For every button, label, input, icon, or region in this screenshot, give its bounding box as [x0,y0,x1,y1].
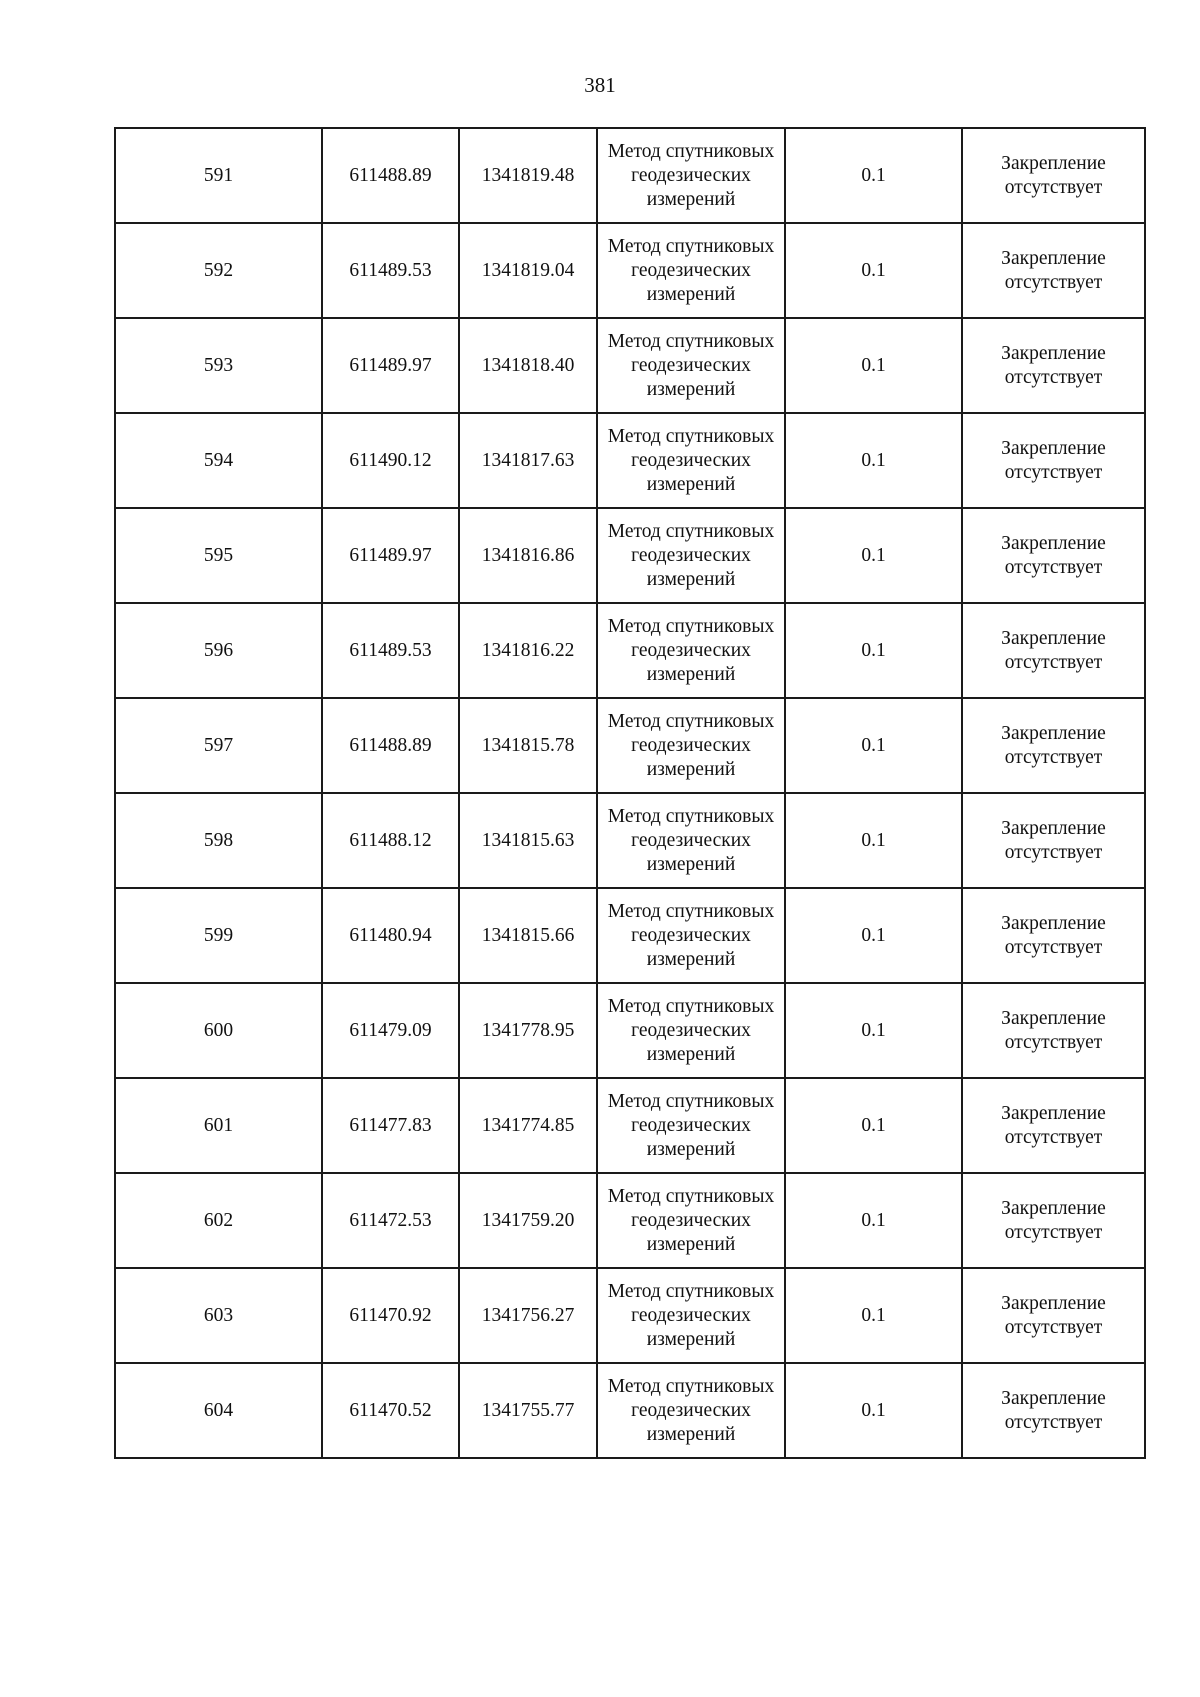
y-coordinate-cell: 1341816.22 [459,603,597,698]
accuracy-cell: 0.1 [785,128,962,223]
table-row [115,128,1145,223]
y-coordinate-cell: 1341818.40 [459,318,597,413]
point-number-cell: 600 [115,983,322,1078]
x-coordinate-cell: 611490.12 [322,413,459,508]
table-row [115,793,1145,888]
accuracy-cell: 0.1 [785,223,962,318]
accuracy-cell: 0.1 [785,983,962,1078]
method-cell: Метод спутниковых геодезических измерений [597,128,785,223]
point-number-cell: 595 [115,508,322,603]
fixing-description-cell: Закрепление отсутствует [962,128,1145,223]
method-cell: Метод спутниковых геодезических измерений [597,318,785,413]
fixing-description-cell: Закрепление отсутствует [962,223,1145,318]
accuracy-cell: 0.1 [785,318,962,413]
accuracy-cell: 0.1 [785,793,962,888]
coordinates-table-body [115,128,1145,1458]
y-coordinate-cell: 1341815.78 [459,698,597,793]
fixing-description-cell: Закрепление отсутствует [962,1363,1145,1458]
method-cell: Метод спутниковых геодезических измерений [597,1268,785,1363]
y-coordinate-cell: 1341774.85 [459,1078,597,1173]
fixing-description-cell: Закрепление отсутствует [962,413,1145,508]
method-cell: Метод спутниковых геодезических измерений [597,983,785,1078]
method-cell: Метод спутниковых геодезических измерений [597,888,785,983]
y-coordinate-cell: 1341756.27 [459,1268,597,1363]
accuracy-cell: 0.1 [785,1363,962,1458]
fixing-description-cell: Закрепление отсутствует [962,888,1145,983]
point-number-cell: 603 [115,1268,322,1363]
method-cell: Метод спутниковых геодезических измерений [597,1173,785,1268]
accuracy-cell: 0.1 [785,1173,962,1268]
table-row [115,603,1145,698]
accuracy-cell: 0.1 [785,508,962,603]
table-row [115,1078,1145,1173]
table-row [115,318,1145,413]
method-cell: Метод спутниковых геодезических измерений [597,793,785,888]
x-coordinate-cell: 611489.97 [322,508,459,603]
coordinates-table [114,127,1146,1459]
y-coordinate-cell: 1341778.95 [459,983,597,1078]
fixing-description-cell: Закрепление отсутствует [962,1078,1145,1173]
y-coordinate-cell: 1341759.20 [459,1173,597,1268]
table-row [115,1173,1145,1268]
point-number-cell: 597 [115,698,322,793]
table-row [115,223,1145,318]
x-coordinate-cell: 611489.97 [322,318,459,413]
table-row [115,698,1145,793]
x-coordinate-cell: 611488.89 [322,698,459,793]
fixing-description-cell: Закрепление отсутствует [962,508,1145,603]
x-coordinate-cell: 611488.89 [322,128,459,223]
x-coordinate-cell: 611489.53 [322,223,459,318]
y-coordinate-cell: 1341819.04 [459,223,597,318]
point-number-cell: 596 [115,603,322,698]
x-coordinate-cell: 611479.09 [322,983,459,1078]
accuracy-cell: 0.1 [785,1268,962,1363]
fixing-description-cell: Закрепление отсутствует [962,698,1145,793]
method-cell: Метод спутниковых геодезических измерений [597,223,785,318]
x-coordinate-cell: 611470.92 [322,1268,459,1363]
accuracy-cell: 0.1 [785,603,962,698]
point-number-cell: 598 [115,793,322,888]
y-coordinate-cell: 1341819.48 [459,128,597,223]
point-number-cell: 604 [115,1363,322,1458]
x-coordinate-cell: 611488.12 [322,793,459,888]
x-coordinate-cell: 611470.52 [322,1363,459,1458]
method-cell: Метод спутниковых геодезических измерений [597,698,785,793]
point-number-cell: 594 [115,413,322,508]
fixing-description-cell: Закрепление отсутствует [962,983,1145,1078]
table-row [115,413,1145,508]
method-cell: Метод спутниковых геодезических измерений [597,413,785,508]
point-number-cell: 593 [115,318,322,413]
method-cell: Метод спутниковых геодезических измерений [597,508,785,603]
page-number: 381 [584,73,616,97]
point-number-cell: 591 [115,128,322,223]
x-coordinate-cell: 611472.53 [322,1173,459,1268]
y-coordinate-cell: 1341816.86 [459,508,597,603]
fixing-description-cell: Закрепление отсутствует [962,793,1145,888]
method-cell: Метод спутниковых геодезических измерений [597,1078,785,1173]
point-number-cell: 592 [115,223,322,318]
x-coordinate-cell: 611489.53 [322,603,459,698]
fixing-description-cell: Закрепление отсутствует [962,1268,1145,1363]
accuracy-cell: 0.1 [785,888,962,983]
accuracy-cell: 0.1 [785,1078,962,1173]
accuracy-cell: 0.1 [785,413,962,508]
point-number-cell: 601 [115,1078,322,1173]
table-row [115,983,1145,1078]
table-row [115,508,1145,603]
method-cell: Метод спутниковых геодезических измерений [597,1363,785,1458]
fixing-description-cell: Закрепление отсутствует [962,603,1145,698]
accuracy-cell: 0.1 [785,698,962,793]
table-row [115,1268,1145,1363]
y-coordinate-cell: 1341815.66 [459,888,597,983]
point-number-cell: 602 [115,1173,322,1268]
y-coordinate-cell: 1341755.77 [459,1363,597,1458]
y-coordinate-cell: 1341817.63 [459,413,597,508]
table-row [115,888,1145,983]
method-cell: Метод спутниковых геодезических измерений [597,603,785,698]
fixing-description-cell: Закрепление отсутствует [962,1173,1145,1268]
table-row [115,1363,1145,1458]
fixing-description-cell: Закрепление отсутствует [962,318,1145,413]
y-coordinate-cell: 1341815.63 [459,793,597,888]
point-number-cell: 599 [115,888,322,983]
x-coordinate-cell: 611480.94 [322,888,459,983]
x-coordinate-cell: 611477.83 [322,1078,459,1173]
